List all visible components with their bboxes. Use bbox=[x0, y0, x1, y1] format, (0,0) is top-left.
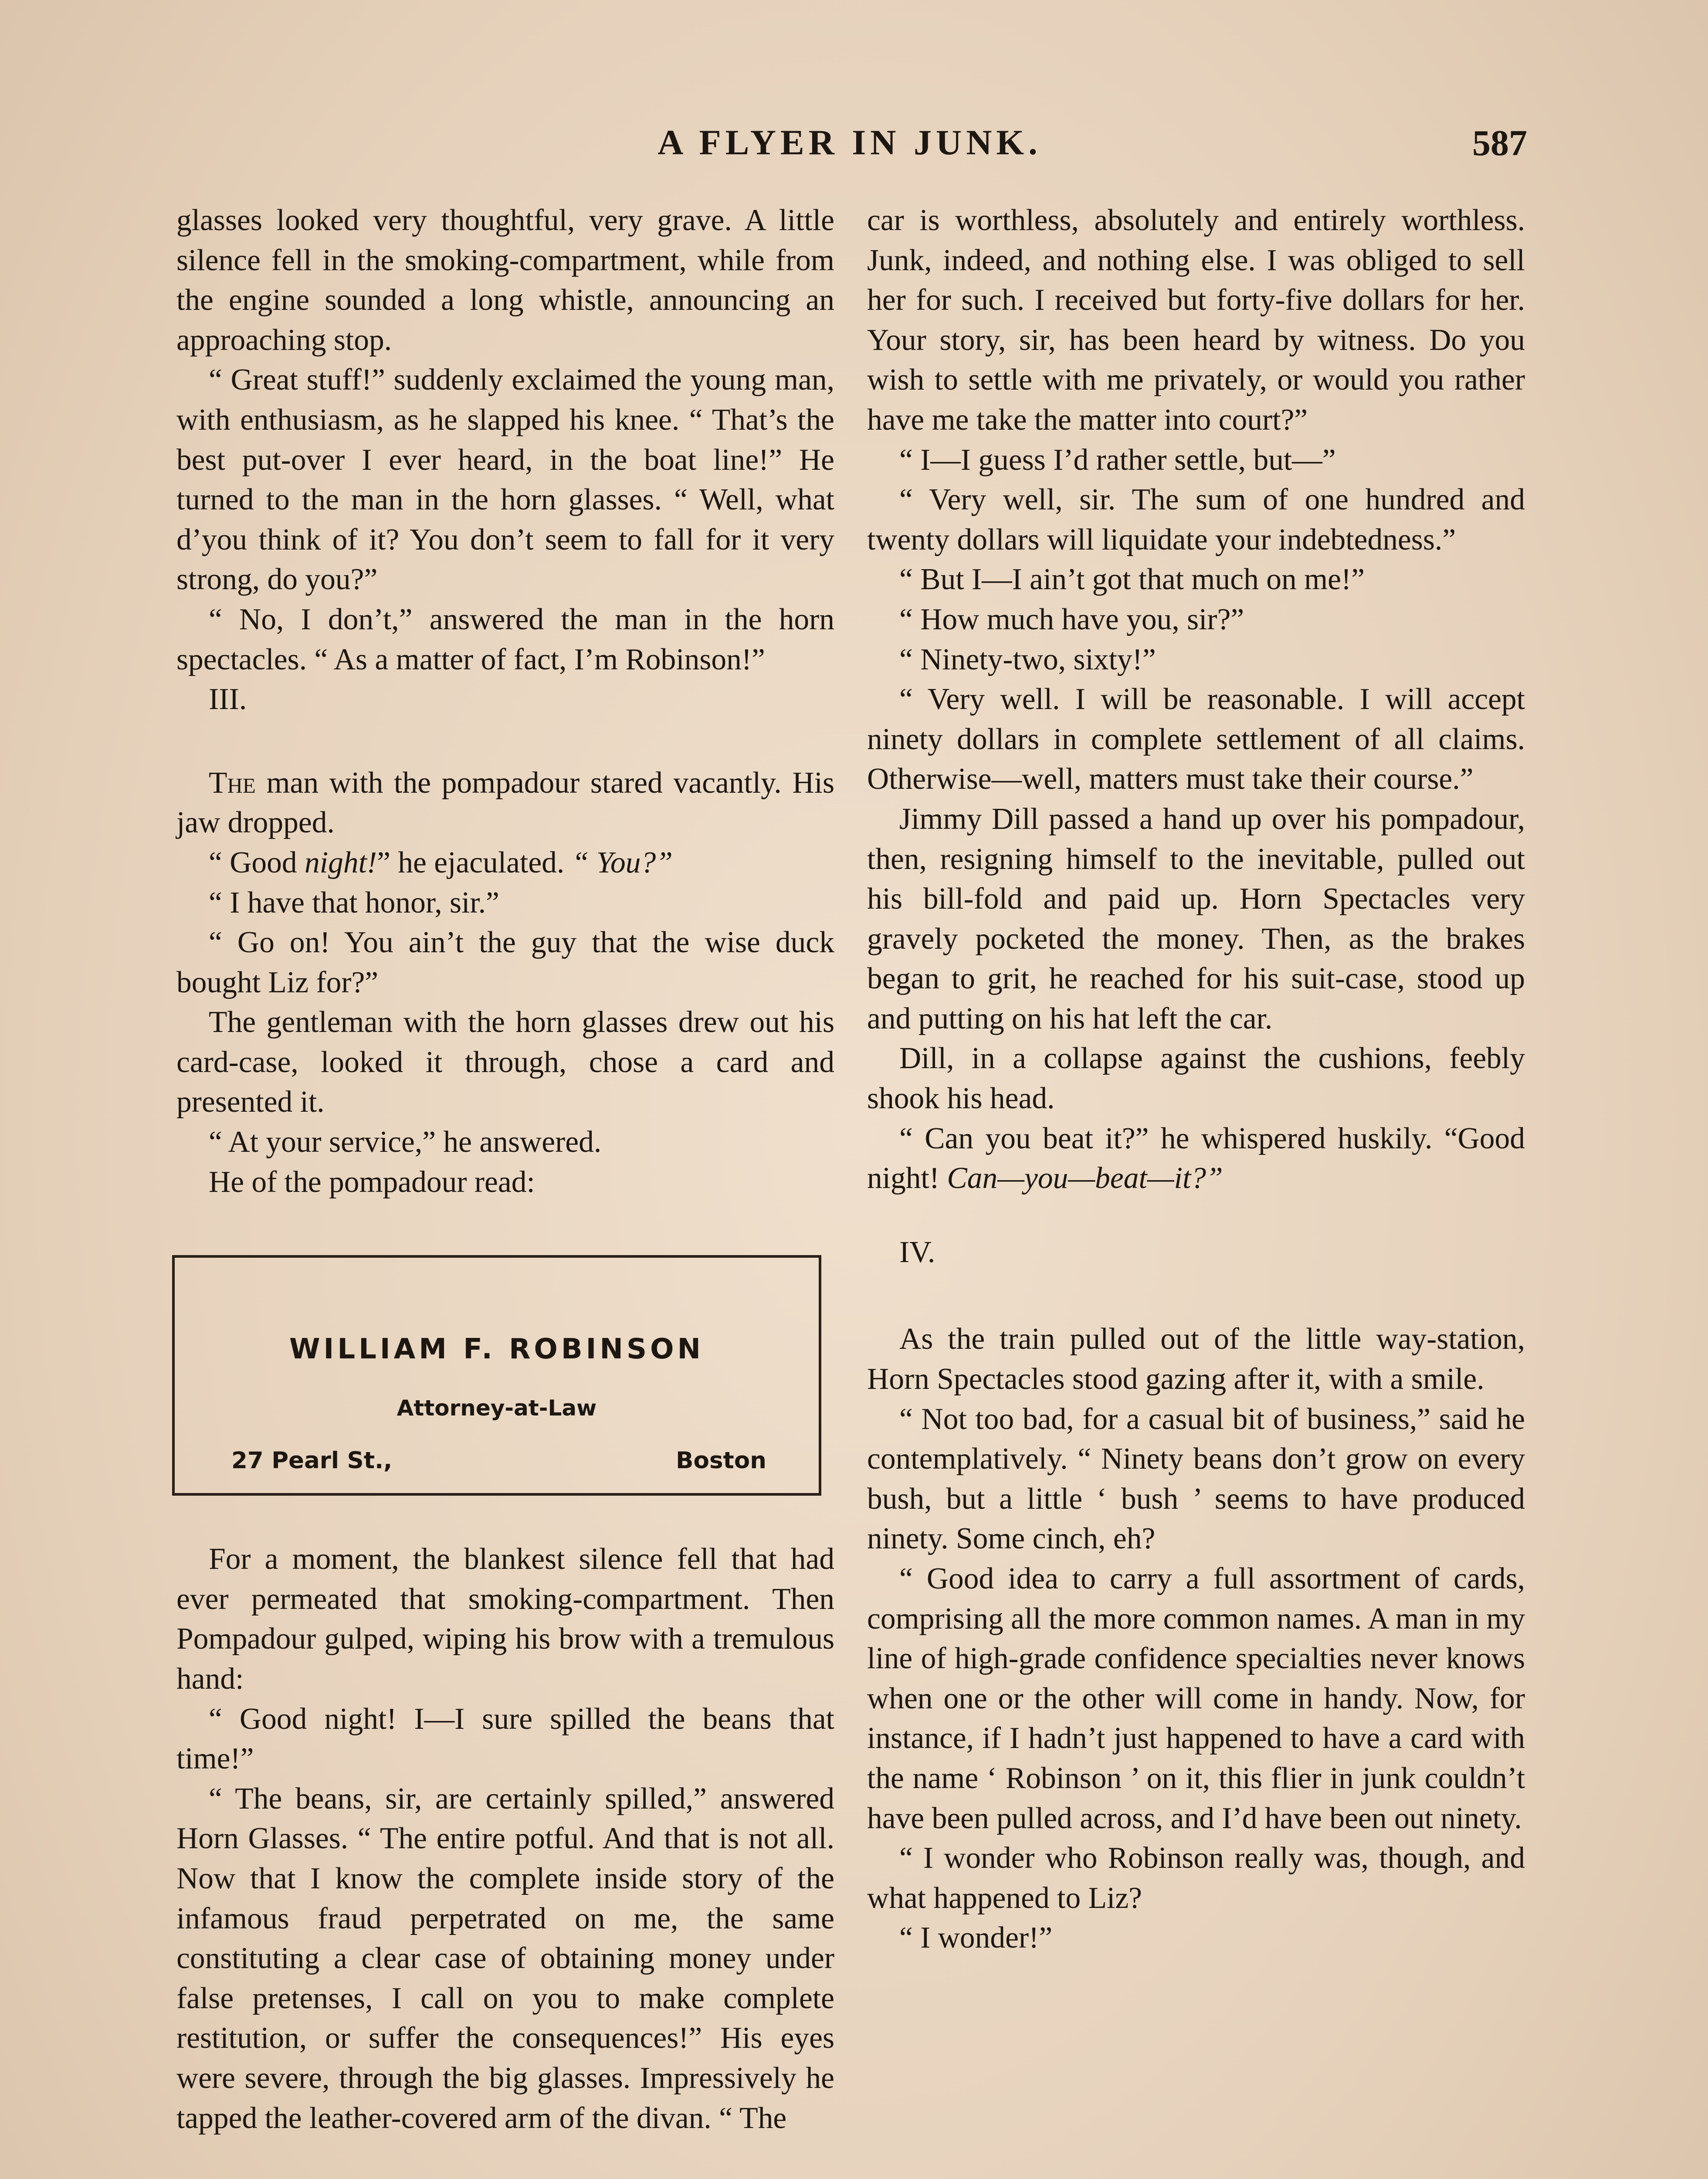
paragraph: car is worthless, absolutely and entirely worthless. Junk, indeed, and nothing else. I was obliged to sell her for such. I received but forty-five dollars for her. Your story, sir, has been heard by witness. Do you wish to settle with me privately, or would you rather have me take the matter into court?” bbox=[867, 204, 1525, 437]
card-title: Attorney-at-Law bbox=[396, 1395, 597, 1421]
paragraph-text: ” he ejaculated. bbox=[377, 845, 572, 879]
section-heading-iii: III. bbox=[209, 682, 247, 716]
page-number: 587 bbox=[1472, 123, 1527, 163]
section-heading-iv: IV. bbox=[899, 1235, 935, 1269]
paragraph: “ Ninety-two, sixty!” bbox=[899, 642, 1156, 676]
paragraph bbox=[176, 843, 834, 883]
paragraph: He of the pompadour read: bbox=[209, 1165, 535, 1199]
right-column bbox=[867, 200, 1525, 1958]
italic-text: “ You?” bbox=[572, 845, 673, 879]
paragraph: “ I wonder!” bbox=[899, 1921, 1053, 1955]
paragraph: “ Very well. I will be reasonable. I will accept ninety dollars in complete settlement of all claims. Otherwise—well, matters must take their course.” bbox=[867, 682, 1525, 796]
paragraph: “ I—I guess I’d rather settle, but—” bbox=[899, 443, 1336, 477]
paragraph: “ Very well, sir. The sum of one hundred and twenty dollars will liquidate your indebtedness.” bbox=[867, 483, 1525, 557]
paragraph: For a moment, the blankest silence fell that had ever permeated that smoking-compartment. Then Pompadour gulped, wiping his brow with a tremulous hand: bbox=[176, 1542, 834, 1696]
paragraph: Dill, in a collapse against the cushions, feebly shook his head. bbox=[867, 1042, 1525, 1116]
paragraph: “ But I—I ain’t got that much on me!” bbox=[899, 563, 1365, 597]
paragraph bbox=[867, 1119, 1525, 1198]
paragraph: “ No, I don’t,” answered the man in the horn spectacles. “ As a matter of fact, I’m Robinson!” bbox=[176, 602, 834, 676]
paragraph: glasses looked very thoughtful, very grave. A little silence fell in the smoking-compartment, while from the engine sounded a long whistle, announcing an approaching stop. bbox=[176, 204, 834, 357]
drop-word: The bbox=[209, 766, 256, 800]
paragraph: “ Not too bad, for a casual bit of business,” said he contemplatively. “ Ninety beans don’t grow on every bush, but a little ‘ bush ’ seems to have produced ninety. Some cinch, eh? bbox=[867, 1402, 1525, 1556]
left-column bbox=[176, 200, 834, 2138]
paragraph-text: “ Good bbox=[209, 845, 305, 879]
paragraph: Jimmy Dill passed a hand up over his pompadour, then, resigning himself to the inevitable, pulled out his bill-fold and paid up. Horn Spectacles very gravely pocketed the money. Then, as the brakes began to grit, he reached for his suit-case, stood up and putting on his hat left the car. bbox=[867, 802, 1525, 1035]
card-name: WILLIAM F. ROBINSON bbox=[289, 1333, 705, 1366]
italic-text: night! bbox=[305, 845, 377, 879]
paragraph: As the train pulled out of the little way-station, Horn Spectacles stood gazing after it, with a smile. bbox=[867, 1322, 1525, 1396]
paragraph: The gentleman with the horn glasses drew out his card-case, looked it through, chose a card and presented it. bbox=[176, 1005, 834, 1119]
card-address: 27 Pearl St., bbox=[231, 1447, 393, 1474]
italic-text: Can—you—beat—it?” bbox=[947, 1161, 1223, 1195]
paragraph-text: man with the pompadour stared vacantly. His jaw dropped. bbox=[176, 766, 834, 840]
paragraph: “ Great stuff!” suddenly exclaimed the young man, with enthusiasm, as he slapped his knee. “ That’s the best put-over I ever heard, in the boat line!” He turned to the man in the horn glasses. “ Well, what d’you think of it? You don’t seem to fall for it very strong, do you?” bbox=[176, 363, 834, 597]
running-title: A FLYER IN JUNK. bbox=[657, 122, 1042, 162]
paragraph: “ At your service,” he answered. bbox=[209, 1125, 602, 1159]
card-city: Boston bbox=[676, 1447, 766, 1474]
paragraph: “ Good night! I—I sure spilled the beans that time!” bbox=[176, 1702, 834, 1776]
paragraph: “ Go on! You ain’t the guy that the wise duck bought Liz for?” bbox=[176, 926, 834, 999]
business-card bbox=[172, 1255, 821, 1496]
paragraph: “ The beans, sir, are certainly spilled,” answered Horn Glasses. “ The entire potful. And that is not all. Now that I know the complete inside story of the infamous fraud perpetrated on me, the same constituting a clear case of obtaining money under false pretenses, I call on you to make complete restitution, or suffer the consequences!” His eyes were severe, through the big glasses. Impressively he tapped the leather-covered arm of the divan. “ The bbox=[176, 1782, 834, 2135]
paragraph-text: “ Can you beat it?” he whispered huskily. “Good night! bbox=[867, 1121, 1525, 1195]
paragraph: “ I wonder who Robinson really was, though, and what happened to Liz? bbox=[867, 1841, 1525, 1915]
paragraph: “ Good idea to carry a full assortment of cards, comprising all the more common names. A man in my line of high-grade confidence specialties never knows when one or the other will come in handy. Now, for instance, if I hadn’t just happened to have a card with the name ‘ Robinson ’ on it, this flier in junk couldn’t have been pulled across, and I’d have been out ninety. bbox=[867, 1562, 1525, 1835]
page-header bbox=[172, 122, 1527, 179]
paragraph bbox=[176, 763, 834, 843]
paragraph: “ How much have you, sir?” bbox=[899, 602, 1244, 636]
paragraph: “ I have that honor, sir.” bbox=[209, 886, 499, 920]
